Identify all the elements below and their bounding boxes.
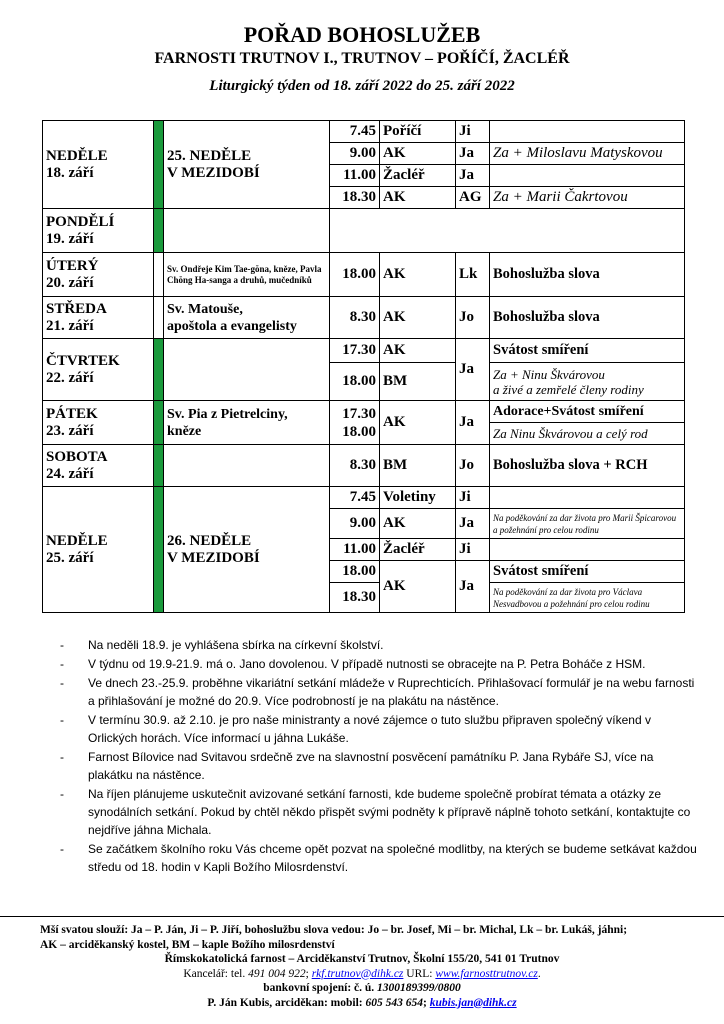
liturgical-color-bar: [154, 445, 164, 487]
place-cell: Žacléř: [380, 165, 456, 187]
footer-parish: Římskokatolická farnost – Arciděkanství Trutnov, Školní 155/20, 541 01 Trutnov: [164, 953, 560, 965]
liturgical-color-bar: [154, 209, 164, 253]
place-cell: AK: [380, 401, 456, 445]
page-subtitle: FARNOSTI TRUTNOV I., TRUTNOV – POŘÍČÍ, ŽACLÉŘ: [154, 50, 570, 67]
time-cell: 18.00: [330, 363, 380, 401]
priest-cell: Ja: [456, 143, 490, 165]
place-cell: AK: [380, 187, 456, 209]
table-row: [43, 121, 685, 143]
day-cell: ÚTERÝ 20. září: [43, 253, 154, 297]
day-cell: PÁTEK 23. září: [43, 401, 154, 445]
list-item: - Na říjen plánujeme uskutečnit avizované setkání farnosti, kde budeme společně probírat témata a otázky ze synodálních setkání. Pokud by chtěl někdo přispět svými podněty k přípravě náplně tohoto setkání, kontaktujte co nejdříve jáhna Michala.: [60, 785, 700, 839]
time-cell: 8.30: [330, 297, 380, 339]
place-cell: AK: [380, 509, 456, 539]
note-cell: Na poděkování za dar života pro Marii Špicarovou a požehnání pro celou rodinu: [490, 509, 685, 539]
priest-cell: Ja: [456, 339, 490, 401]
priest-cell: Ja: [456, 401, 490, 445]
note-cell: [490, 121, 685, 143]
feast-cell: Sv. Matouše, apoštola a evangelisty: [164, 297, 330, 339]
table-row: [43, 339, 685, 363]
list-item: - V termínu 30.9. až 2.10. je pro naše ministranty a nové zájemce o tuto službu připraven společný víkend v Orlických horách. Více informací u jáhna Lukáše.: [60, 711, 700, 747]
priest-cell: Ja: [456, 165, 490, 187]
footer-bank: bankovní spojení: č. ú. 1300189399/0800: [263, 982, 461, 994]
note-cell: Za + Marii Čakrtovou: [490, 187, 685, 209]
day-cell: STŘEDA 21. září: [43, 297, 154, 339]
note-cell: Svátost smíření: [490, 561, 685, 583]
place-cell: BM: [380, 445, 456, 487]
time-cell: 11.00: [330, 539, 380, 561]
table-row: [43, 487, 685, 509]
footer-priest: P. Ján Kubis, arciděkan: mobil: 605 543 654; kubis.jan@dihk.cz: [207, 996, 517, 1009]
table-row: [43, 445, 685, 487]
priest-cell: Lk: [456, 253, 490, 297]
place-cell: AK: [380, 561, 456, 613]
list-item: - V týdnu od 19.9-21.9. má o. Jano dovolenou. V případě nutnosti se obracejte na P. Petra Boháče z HSM.: [60, 655, 700, 673]
website-link[interactable]: www.farnosttrutnov.cz: [435, 967, 538, 980]
liturgical-color-bar: [154, 339, 164, 401]
day-cell: NEDĚLE 25. září: [43, 487, 154, 613]
priest-cell: Ji: [456, 487, 490, 509]
footer-legend-1: Mší svatou slouží: Ja – P. Ján, Ji – P. Jiří, bohoslužbu slova vedou: Jo – br. Josef, Mi – br. Michal, Lk – br. Lukáš, jáhni;: [40, 924, 628, 936]
time-cell: 18.00: [330, 253, 380, 297]
footer-legend-2: AK – arciděkanský kostel, BM – kaple Božího milosrdenství: [40, 938, 335, 951]
footer-contacts: Kancelář: tel. 491 004 922; rkf.trutnov@dihk.cz URL: www.farnosttrutnov.cz.: [183, 967, 541, 980]
day-cell: NEDĚLE 18. září: [43, 121, 154, 209]
priest-email-link[interactable]: kubis.jan@dihk.cz: [429, 996, 517, 1009]
list-item: - Farnost Bílovice nad Svitavou srdečně zve na slavnostní posvěcení památníku P. Jana Rybáře SJ, více na plakátku na nástěnce.: [60, 748, 700, 784]
feast-cell: Sv. Pia z Pietrelciny, kněze: [164, 401, 330, 445]
priest-cell: Ji: [456, 539, 490, 561]
page-title: POŘAD BOHOSLUŽEB: [243, 22, 481, 47]
note-cell: Za + Ninu Škvárovou a živé a zemřelé členy rodiny: [490, 363, 685, 401]
table-row: [43, 209, 685, 253]
time-cell: 17.30 18.00: [330, 401, 380, 445]
place-cell: AK: [380, 253, 456, 297]
liturgical-color-bar: [154, 297, 164, 339]
priest-cell: AG: [456, 187, 490, 209]
note-cell: Na poděkování za dar života pro Václava Nesvadbovou a požehnání pro celou rodinu: [490, 583, 685, 613]
day-cell: PONDĚLÍ 19. září: [43, 209, 154, 253]
note-cell: [490, 165, 685, 187]
place-cell: Poříčí: [380, 121, 456, 143]
schedule-table: [42, 120, 685, 613]
list-item: - Se začátkem školního roku Vás chceme opět pozvat na společné modlitby, na kterých se budeme setkávat každou středu od 18. hodin v Kapli Božího Milosrdenství.: [60, 840, 700, 876]
feast-cell: 25. NEDĚLE V MEZIDOBÍ: [164, 121, 330, 209]
note-cell: Svátost smíření: [490, 339, 685, 363]
announcements-list: [60, 636, 700, 877]
priest-cell: Ja: [456, 509, 490, 539]
time-cell: 9.00: [330, 143, 380, 165]
table-row: [43, 253, 685, 297]
time-cell: 17.30: [330, 339, 380, 363]
place-cell: Voletiny: [380, 487, 456, 509]
feast-cell: Sv. Ondřeje Kim Tae-gŏna, kněze, Pavla Chŏng Ha-sanga a druhů, mučedníků: [164, 253, 330, 297]
place-cell: BM: [380, 363, 456, 401]
week-range: Liturgický týden od 18. září 2022 do 25. září 2022: [209, 78, 515, 94]
priest-cell: Jo: [456, 445, 490, 487]
note-cell: Bohoslužba slova: [490, 253, 685, 297]
footer: [0, 916, 724, 1010]
note-cell: Bohoslužba slova + RCH: [490, 445, 685, 487]
table-row: [43, 297, 685, 339]
note-cell: Bohoslužba slova: [490, 297, 685, 339]
priest-cell: Ji: [456, 121, 490, 143]
liturgical-color-bar: [154, 121, 164, 209]
list-item: - Ve dnech 23.-25.9. proběhne vikariátní setkání mládeže v Ruprechticích. Přihlašovací formulář je na webu farnosti a přihlašování je možné do 20.9. Více podrobností je na plakátu na nástěnce.: [60, 674, 700, 710]
priest-cell: Ja: [456, 561, 490, 613]
time-cell: 7.45: [330, 487, 380, 509]
feast-cell: 26. NEDĚLE V MEZIDOBÍ: [164, 487, 330, 613]
place-cell: Žacléř: [380, 539, 456, 561]
phone: 491 004 922: [248, 967, 306, 980]
list-item: - Na neděli 18.9. je vyhlášena sbírka na církevní školství.: [60, 636, 700, 654]
time-cell: 9.00: [330, 509, 380, 539]
time-cell: 18.00: [330, 561, 380, 583]
place-cell: AK: [380, 339, 456, 363]
email-link[interactable]: rkf.trutnov@dihk.cz: [311, 967, 404, 980]
note-cell: Za + Miloslavu Matyskovou: [490, 143, 685, 165]
day-cell: SOBOTA 24. září: [43, 445, 154, 487]
place-cell: AK: [380, 297, 456, 339]
time-cell: 18.30: [330, 583, 380, 613]
liturgical-color-bar: [154, 253, 164, 297]
place-cell: AK: [380, 143, 456, 165]
table-row: [43, 401, 685, 445]
liturgical-color-bar: [154, 401, 164, 445]
time-cell: 8.30: [330, 445, 380, 487]
time-cell: 18.30: [330, 187, 380, 209]
time-cell: 11.00: [330, 165, 380, 187]
priest-cell: Jo: [456, 297, 490, 339]
day-cell: ČTVRTEK 22. září: [43, 339, 154, 401]
note-cell: Adorace+Svátost smíření Za Ninu Škvárovou a celý rod: [490, 401, 685, 445]
time-cell: 7.45: [330, 121, 380, 143]
liturgical-color-bar: [154, 487, 164, 613]
